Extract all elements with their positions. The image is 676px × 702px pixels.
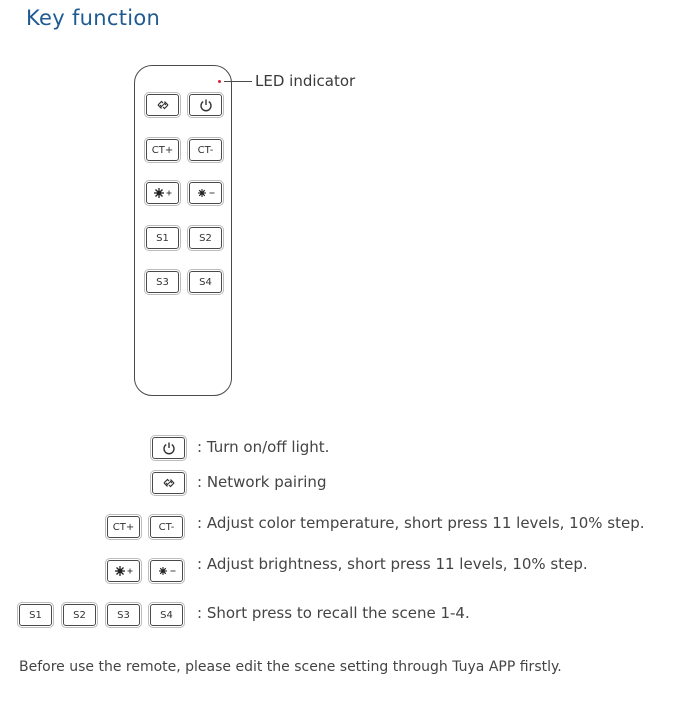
remote-brightness-up-key[interactable] (146, 182, 179, 204)
brightness-up-icon (153, 187, 173, 199)
footnote: Before use the remote, please edit the scene setting through Tuya APP firstly. (19, 659, 562, 675)
legend-color-temp-desc: : Adjust color temperature, short press 11 levels, 10% step. (197, 514, 645, 532)
legend-s1-key: S1 (19, 604, 52, 626)
led-indicator-leader-line (224, 81, 252, 82)
legend-brightness-down-key (150, 560, 183, 582)
remote-s3-key[interactable]: S3 (146, 271, 179, 293)
legend-power-desc: : Turn on/off light. (197, 438, 330, 456)
pairing-icon (155, 99, 171, 111)
led-indicator-label: LED indicator (255, 72, 356, 90)
legend-s4-key: S4 (150, 604, 183, 626)
legend-scenes-desc: : Short press to recall the scene 1-4. (197, 604, 470, 622)
remote-brightness-down-key[interactable] (189, 182, 222, 204)
legend-brightness-desc: : Adjust brightness, short press 11 levels, 10% step. (197, 555, 588, 573)
legend-s3-key: S3 (107, 604, 140, 626)
brightness-down-icon (157, 565, 177, 577)
legend-ct-minus-key: CT- (150, 516, 183, 538)
remote-ct-minus-key[interactable]: CT- (189, 139, 222, 161)
brightness-down-icon (196, 187, 216, 199)
remote-s1-key[interactable]: S1 (146, 227, 179, 249)
remote-power-key[interactable] (189, 94, 222, 116)
brightness-up-icon (114, 565, 134, 577)
remote-pairing-key[interactable] (146, 94, 179, 116)
remote-s2-key[interactable]: S2 (189, 227, 222, 249)
remote-s4-key[interactable]: S4 (189, 271, 222, 293)
power-icon (199, 98, 213, 112)
led-indicator-dot (218, 80, 221, 83)
page-title: Key function (26, 6, 161, 30)
legend-s2-key: S2 (63, 604, 96, 626)
legend-pairing-desc: : Network pairing (197, 473, 327, 491)
legend-power-key (152, 437, 185, 459)
power-icon (162, 441, 176, 455)
remote-ct-plus-key[interactable]: CT+ (146, 139, 179, 161)
legend-pairing-key (152, 472, 185, 494)
legend-brightness-up-key (107, 560, 140, 582)
legend-ct-plus-key: CT+ (107, 516, 140, 538)
pairing-icon (161, 477, 177, 489)
